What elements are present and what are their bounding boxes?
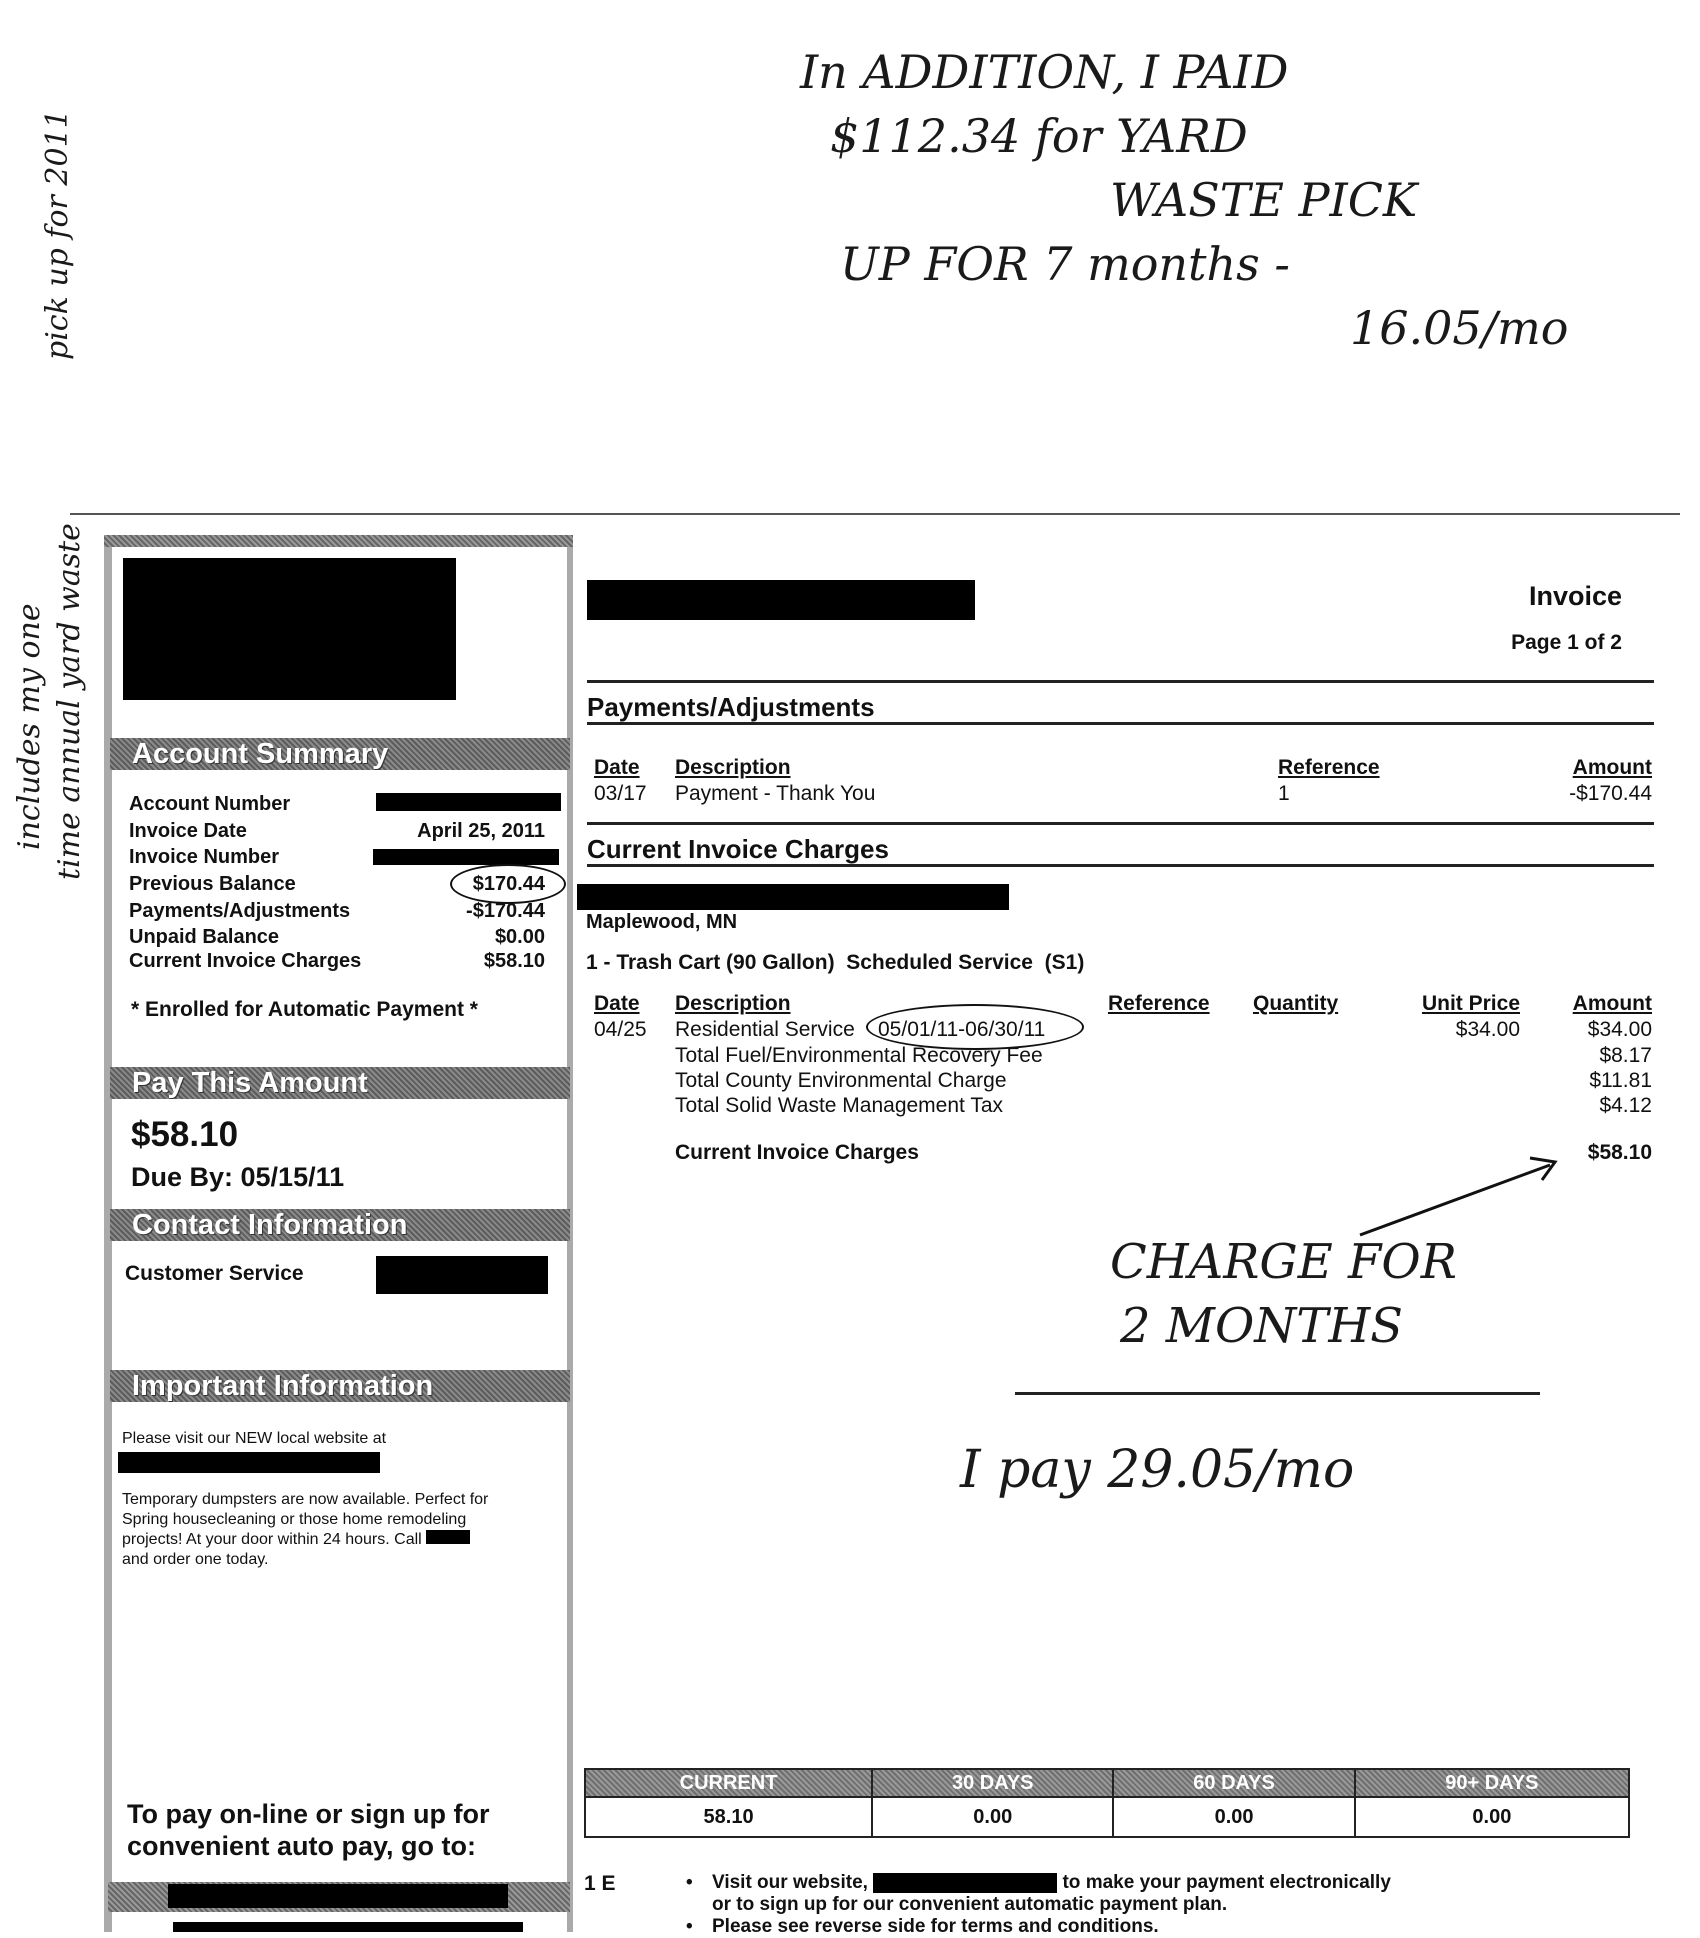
col-amount: Amount [1572, 756, 1652, 779]
redacted-url [168, 1884, 508, 1908]
col-date: Date [594, 992, 640, 1015]
service-description: 1 - Trash Cart (90 Gallon) Scheduled Service (S1) [586, 951, 1085, 974]
fee-amount: $4.12 [1599, 1094, 1652, 1117]
payments-header: Payments/Adjustments [587, 692, 875, 722]
charge-description: Residential Service [675, 1018, 855, 1041]
rule [587, 864, 1654, 867]
invoice-date-value: April 25, 2011 [417, 820, 545, 842]
col-description: Description [675, 756, 791, 779]
aging-value: 0.00 [872, 1797, 1113, 1837]
account-summary-header: Account Summary [110, 738, 570, 770]
left-margin-note [10, 280, 110, 880]
previous-balance-value: $170.44 [472, 873, 545, 895]
important-info-header: Important Information [110, 1370, 570, 1402]
note-line: $112.34 for YARD [830, 109, 1248, 163]
footer-bullets [686, 1872, 1391, 1938]
aging-value: 0.00 [1113, 1797, 1354, 1837]
payment-description: Payment - Thank You [675, 782, 876, 805]
note-line: pick up for 2011 [40, 109, 75, 360]
fee-description: Total County Environmental Charge [675, 1069, 1007, 1092]
left-panel-top [104, 535, 573, 547]
redacted-website [118, 1452, 380, 1473]
redacted-phone [376, 1256, 548, 1294]
bullet-item [686, 1916, 1391, 1938]
pay-this-amount-header: Pay This Amount [110, 1067, 570, 1099]
note-line: In ADDITION, I PAID [800, 45, 1289, 99]
col-description: Description [675, 992, 791, 1015]
total-label: Current Invoice Charges [675, 1141, 919, 1164]
col-amount: Amount [1572, 992, 1652, 1015]
fee-amount: $11.81 [1589, 1069, 1652, 1092]
left-margin-note-2 [40, 0, 75, 360]
aging-header: 60 DAYS [1113, 1769, 1354, 1797]
summary-label: Payments/Adjustments [129, 900, 351, 922]
redacted-website-footer [873, 1873, 1057, 1893]
redacted-url-2 [173, 1922, 523, 1932]
promo-line: and order one today. [122, 1551, 269, 1568]
top-handwritten-note [790, 40, 1569, 360]
total-amount: $58.10 [1587, 1141, 1652, 1164]
bullet-icon: • [686, 1872, 693, 1893]
current-charges-header: Current Invoice Charges [587, 834, 889, 864]
current-charges-value: $58.10 [483, 950, 545, 972]
invoice-title: Invoice [1528, 581, 1622, 611]
col-unit-price: Unit Price [1421, 992, 1520, 1015]
summary-label: Account Number [129, 793, 291, 815]
aging-value: 58.10 [585, 1797, 872, 1837]
aging-value-row [585, 1797, 1629, 1837]
bullet-item [686, 1872, 1391, 1894]
summary-label: Current Invoice Charges [129, 950, 362, 972]
handwritten-underline [1015, 1392, 1540, 1395]
payments-value: -$170.44 [466, 900, 545, 922]
payment-amount: -$170.44 [1569, 782, 1652, 805]
promo-line [122, 1530, 488, 1550]
fee-description: Total Fuel/Environmental Recovery Fee [675, 1044, 1043, 1067]
rule [587, 822, 1654, 825]
promo-line: Temporary dumpsters are now available. Perfect for [122, 1491, 489, 1508]
payment-reference: 1 [1278, 782, 1290, 805]
note-line: CHARGE FOR [1110, 1234, 1457, 1290]
redacted-company-name [587, 580, 975, 620]
aging-header-row [585, 1769, 1629, 1797]
dumpster-promo [122, 1490, 488, 1570]
autopay-notice: * Enrolled for Automatic Payment * [131, 998, 478, 1021]
col-date: Date [594, 756, 640, 779]
page-number: Page 1 of 2 [1511, 631, 1622, 654]
service-period: 05/01/11-06/30/11 [878, 1018, 1046, 1041]
redacted-account-number [376, 793, 561, 811]
summary-label: Invoice Date [129, 820, 247, 842]
aging-table [584, 1768, 1630, 1838]
charge-amount: $34.00 [1587, 1018, 1652, 1041]
bullet-text: Visit our website, [712, 1872, 868, 1893]
page-divider [70, 513, 1680, 515]
fee-description: Total Solid Waste Management Tax [675, 1094, 1004, 1117]
col-reference: Reference [1278, 756, 1380, 779]
col-reference: Reference [1108, 992, 1210, 1015]
col-quantity: Quantity [1253, 992, 1339, 1015]
bullet-continuation: or to sign up for our convenient automatic payment plan. [712, 1894, 1228, 1915]
bullet-icon: • [686, 1916, 693, 1937]
unpaid-balance-value: $0.00 [494, 926, 545, 948]
fee-amount: $8.17 [1599, 1044, 1652, 1067]
note-line: 16.05/mo [1350, 301, 1569, 355]
bullet-text: to make your payment electronically [1062, 1872, 1391, 1893]
note-line: includes my one [12, 603, 47, 850]
promo-line: Spring housecleaning or those home remodeling [122, 1511, 467, 1528]
remit-code: 1 E [584, 1872, 616, 1895]
note-line: UP FOR 7 months - [840, 237, 1290, 291]
service-location: Maplewood, MN [586, 911, 738, 933]
unit-price: $34.00 [1455, 1018, 1520, 1041]
redacted-service-address [577, 884, 1009, 910]
contact-header: Contact Information [110, 1209, 570, 1241]
note-line: time annual yard waste [52, 523, 87, 880]
pay-note: I pay 29.05/mo [960, 1440, 1355, 1500]
promo-text: projects! At your door within 24 hours. Call [122, 1531, 422, 1548]
online-pay-text [127, 1798, 489, 1862]
summary-label: Unpaid Balance [129, 926, 280, 948]
charge-note [1110, 1230, 1457, 1358]
aging-header: CURRENT [585, 1769, 872, 1797]
rule [587, 722, 1654, 725]
payment-date: 03/17 [594, 782, 647, 805]
summary-label: Invoice Number [129, 846, 280, 868]
rule [587, 680, 1654, 683]
customer-service-label: Customer Service [125, 1262, 304, 1285]
online-pay-line: convenient auto pay, go to: [127, 1831, 477, 1861]
redacted-phone-inline [426, 1530, 470, 1544]
note-line: 2 MONTHS [1120, 1298, 1404, 1354]
redacted-logo [123, 558, 456, 700]
charge-date: 04/25 [594, 1018, 647, 1041]
circled-mark [450, 864, 566, 904]
due-date: Due By: 05/15/11 [131, 1162, 345, 1192]
note-line: WASTE PICK [1110, 173, 1418, 227]
aging-value: 0.00 [1355, 1797, 1629, 1837]
amount-due: $58.10 [131, 1115, 239, 1154]
online-pay-line: To pay on-line or sign up for [127, 1799, 490, 1829]
bullet-text: Please see reverse side for terms and conditions. [712, 1916, 1159, 1937]
aging-header: 30 DAYS [872, 1769, 1113, 1797]
aging-header: 90+ DAYS [1355, 1769, 1629, 1797]
redacted-invoice-number [373, 849, 559, 865]
summary-label: Previous Balance [129, 873, 296, 895]
website-notice: Please visit our NEW local website at [122, 1430, 387, 1447]
